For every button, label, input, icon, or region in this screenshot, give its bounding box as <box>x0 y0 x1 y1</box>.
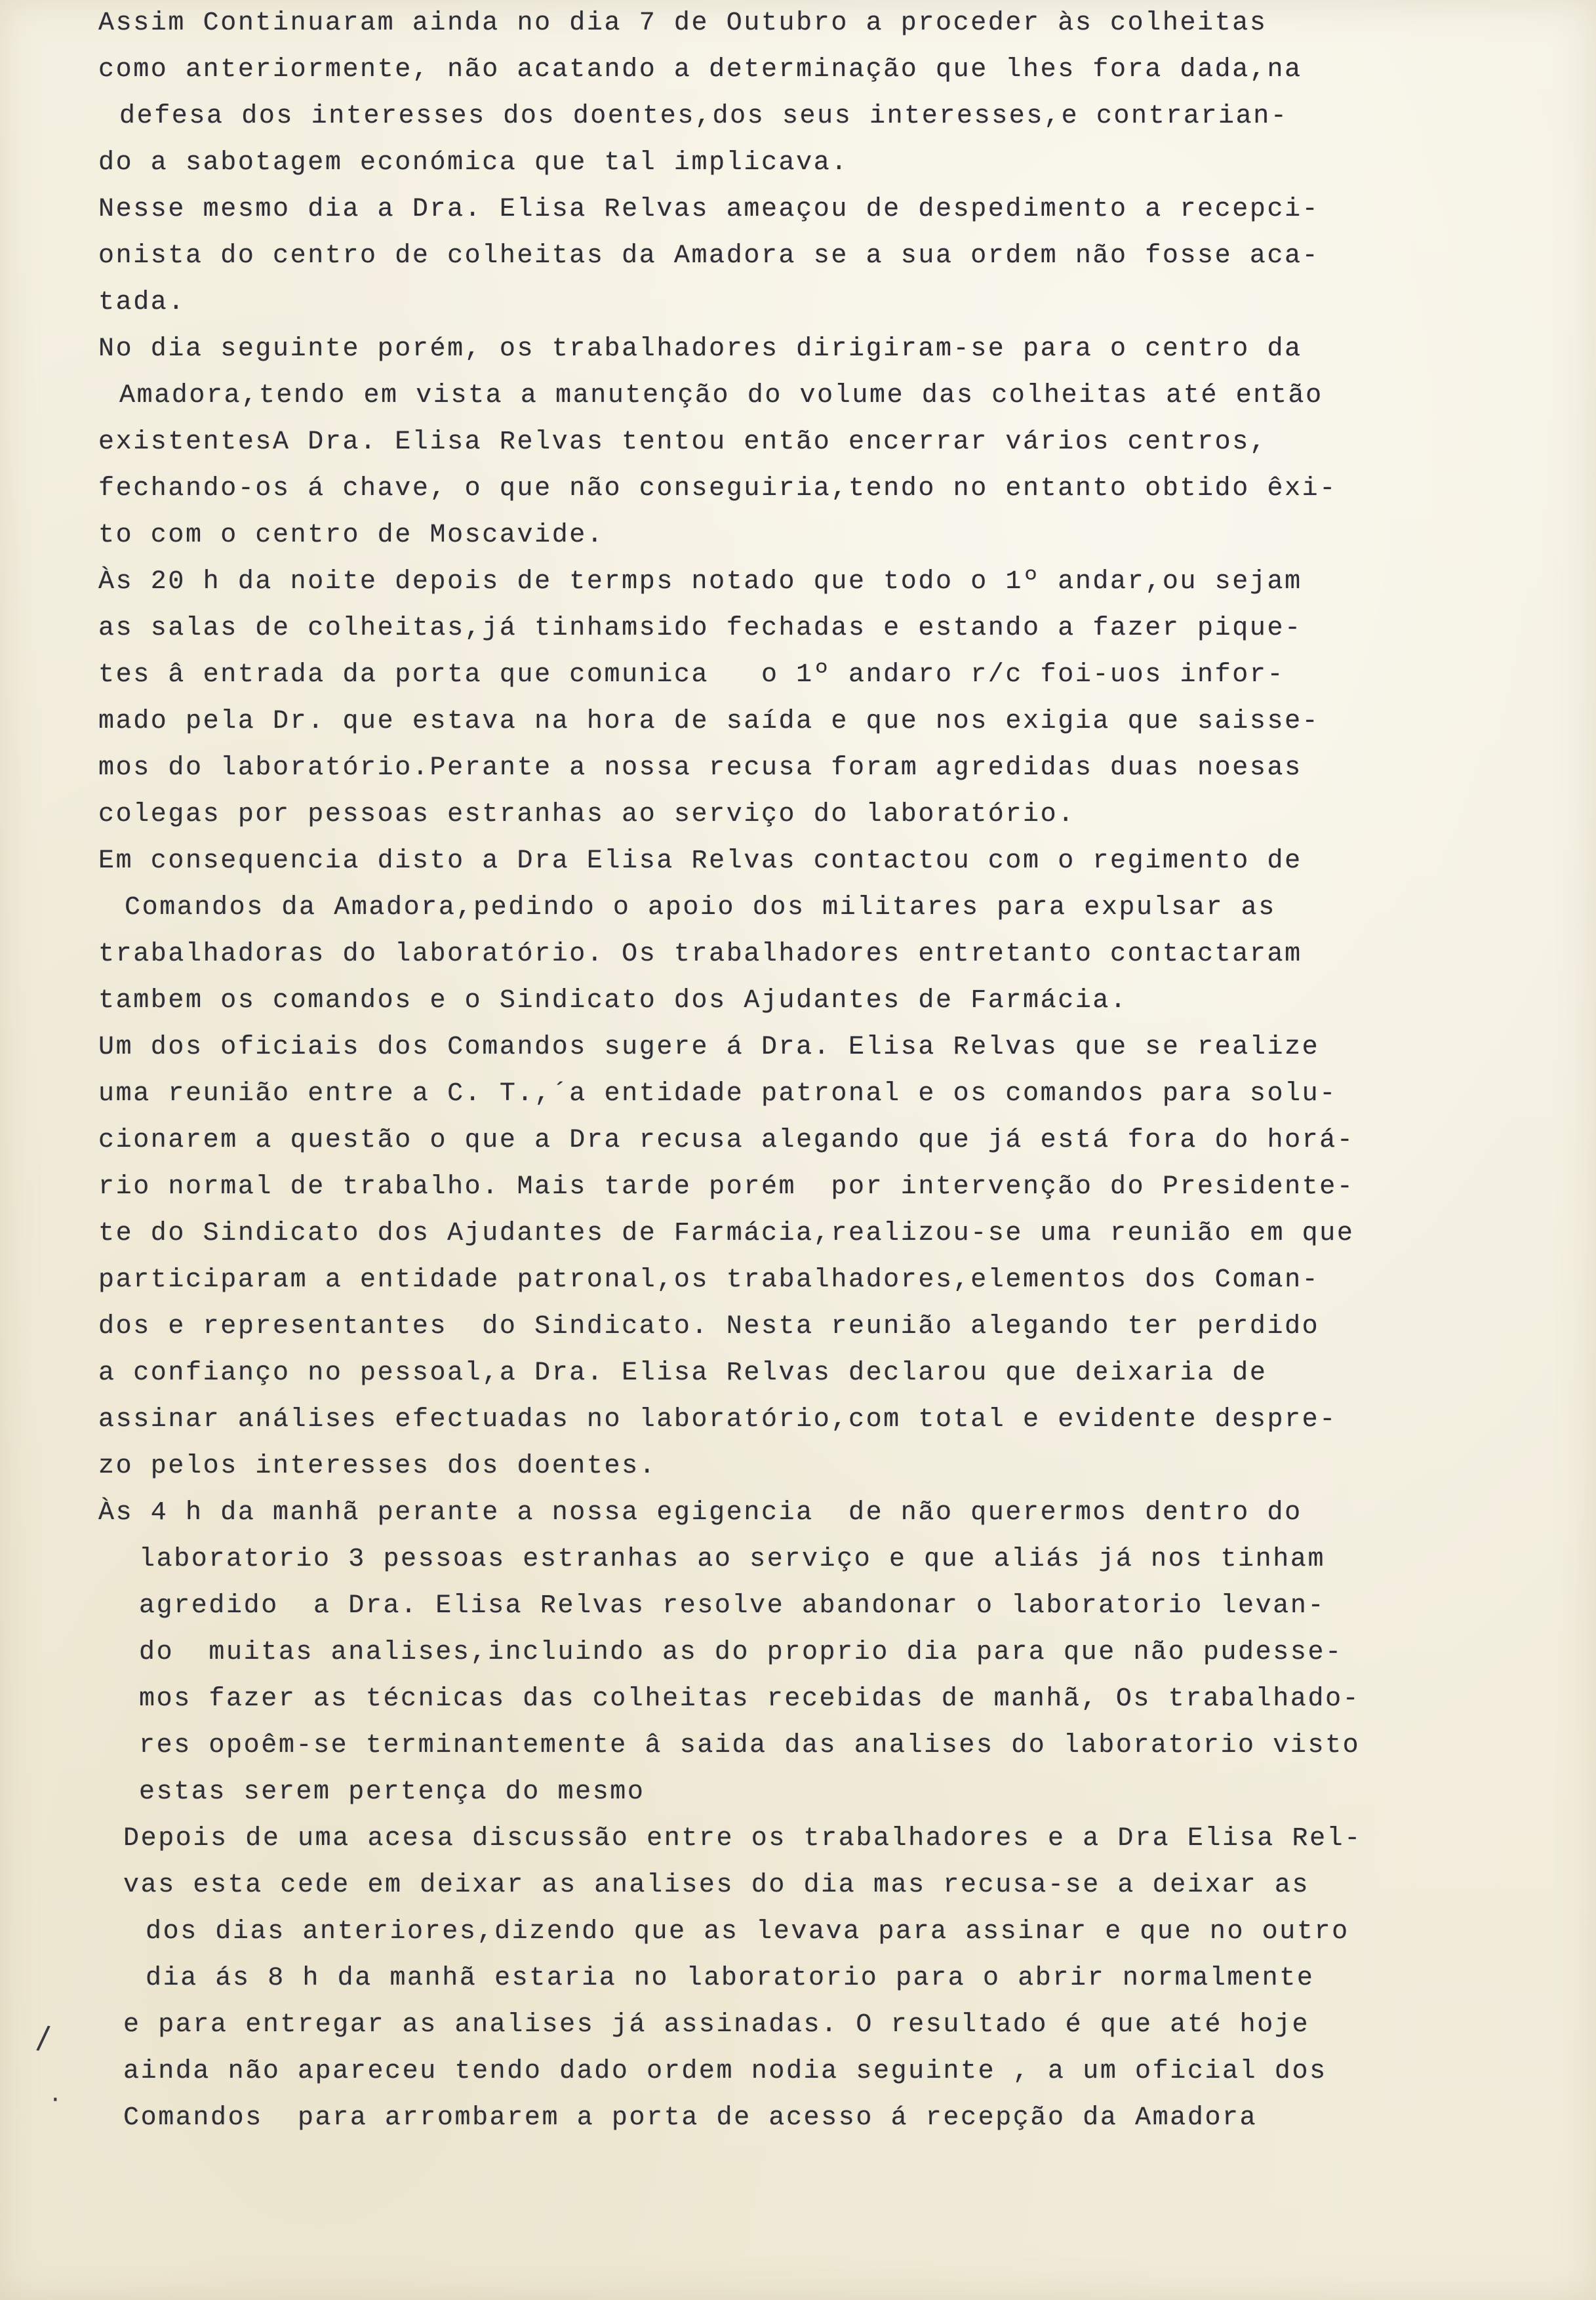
text-line-10: existentesA Dra. Elisa Relvas tentou então encerrar vários centros, <box>98 427 1267 457</box>
text-line-18: colegas por pessoas estranhas ao serviço do laboratório. <box>98 800 1075 829</box>
text-line-21: trabalhadoras do laboratório. Os trabalhadores entretanto contactaram <box>98 940 1302 969</box>
text-line-46: Comandos para arrombarem a porta de acesso á recepção da Amadora <box>123 2103 1258 2133</box>
text-line-34: laboratorio 3 pessoas estranhas ao serviço e que aliás já nos tinham <box>139 1545 1326 1574</box>
text-line-3: defesa dos interesses dos doentes,dos seus interesses,e contrarian- <box>119 102 1288 131</box>
text-line-26: rio normal de trabalho. Mais tarde porém por intervenção do Presidente- <box>98 1172 1355 1202</box>
text-line-13: Às 20 h da noite depois de termps notado que todo o 1º andar,ou sejam <box>98 567 1302 597</box>
text-line-24: uma reunião entre a C. T.,´a entidade patronal e os comandos para solu- <box>98 1079 1337 1109</box>
text-line-8: No dia seguinte porém, os trabalhadores dirigiram-se para o centro da <box>98 334 1302 364</box>
text-line-17: mos do laboratório.Perante a nossa recusa foram agredidas duas noesas <box>98 753 1302 783</box>
text-line-38: res opoêm-se terminantemente â saida das analises do laboratorio visto <box>139 1731 1361 1760</box>
margin-pen-dot: · <box>51 2085 60 2115</box>
text-line-7: tada. <box>98 288 186 317</box>
text-line-45: ainda não apareceu tendo dado ordem nodia seguinte , a um oficial dos <box>123 2057 1327 2086</box>
text-line-27: te do Sindicato dos Ajudantes de Farmácia,realizou-se uma reunião em que <box>98 1219 1355 1248</box>
text-line-12: to com o centro de Moscavide. <box>98 521 605 550</box>
text-line-4: do a sabotagem económica que tal implicava. <box>98 148 848 178</box>
text-line-30: a confianço no pessoal,a Dra. Elisa Relvas declarou que deixaria de <box>98 1358 1267 1388</box>
text-line-11: fechando-os á chave, o que não conseguiria,tendo no entanto obtido êxi- <box>98 474 1337 504</box>
text-line-14: as salas de colheitas,já tinhamsido fechadas e estando a fazer pique- <box>98 614 1302 643</box>
text-line-22: tambem os comandos e o Sindicato dos Ajudantes de Farmácia. <box>98 986 1128 1016</box>
text-line-37: mos fazer as técnicas das colheitas recebidas de manhã, Os trabalhado- <box>139 1684 1361 1714</box>
text-line-31: assinar análises efectuadas no laboratório,com total e evidente despre- <box>98 1405 1337 1435</box>
text-line-40: Depois de uma acesa discussão entre os trabalhadores e a Dra Elisa Rel- <box>123 1824 1362 1854</box>
text-line-39: estas serem pertença do mesmo <box>139 1777 645 1807</box>
text-line-15: tes â entrada da porta que comunica o 1º andaro r/c foi-uos infor- <box>98 660 1285 690</box>
text-line-35: agredido a Dra. Elisa Relvas resolve abandonar o laboratorio levan- <box>139 1591 1326 1621</box>
text-line-19: Em consequencia disto a Dra Elisa Relvas contactou com o regimento de <box>98 846 1302 876</box>
text-line-43: dia ás 8 h da manhã estaria no laboratorio para o abrir normalmente <box>146 1964 1315 1993</box>
text-line-42: dos dias anteriores,dizendo que as levava para assinar e que no outro <box>146 1917 1349 1947</box>
margin-pen-slash: / <box>35 2019 51 2057</box>
text-line-36: do muitas analises,incluindo as do proprio dia para que não pudesse- <box>139 1638 1343 1667</box>
text-line-1: Assim Continuaram ainda no dia 7 de Outubro a proceder às colheitas <box>98 9 1267 38</box>
text-line-2: como anteriormente, não acatando a determinação que lhes fora dada,na <box>98 55 1302 85</box>
text-line-16: mado pela Dr. que estava na hora de saída e que nos exigia que saisse- <box>98 707 1320 736</box>
text-line-23: Um dos oficiais dos Comandos sugere á Dra. Elisa Relvas que se realize <box>98 1033 1320 1062</box>
text-line-41: vas esta cede em deixar as analises do dia mas recusa-se a deixar as <box>123 1871 1310 1900</box>
text-line-29: dos e representantes do Sindicato. Nesta reunião alegando ter perdido <box>98 1312 1320 1341</box>
text-line-9: Amadora,tendo em vista a manutenção do volume das colheitas até então <box>119 381 1323 410</box>
text-line-32: zo pelos interesses dos doentes. <box>98 1452 657 1481</box>
text-line-5: Nesse mesmo dia a Dra. Elisa Relvas ameaçou de despedimento a recepci- <box>98 195 1320 224</box>
text-line-20: Comandos da Amadora,pedindo o apoio dos militares para expulsar as <box>125 893 1276 922</box>
text-line-25: cionarem a questão o que a Dra recusa alegando que já está fora do horá- <box>98 1126 1355 1155</box>
text-line-28: participaram a entidade patronal,os trabalhadores,elementos dos Coman- <box>98 1265 1320 1295</box>
text-line-6: onista do centro de colheitas da Amadora se a sua ordem não fosse aca- <box>98 241 1320 271</box>
text-line-44: e para entregar as analises já assinadas. O resultado é que até hoje <box>123 2010 1310 2040</box>
text-line-33: Às 4 h da manhã perante a nossa egigencia de não querermos dentro do <box>98 1498 1302 1528</box>
